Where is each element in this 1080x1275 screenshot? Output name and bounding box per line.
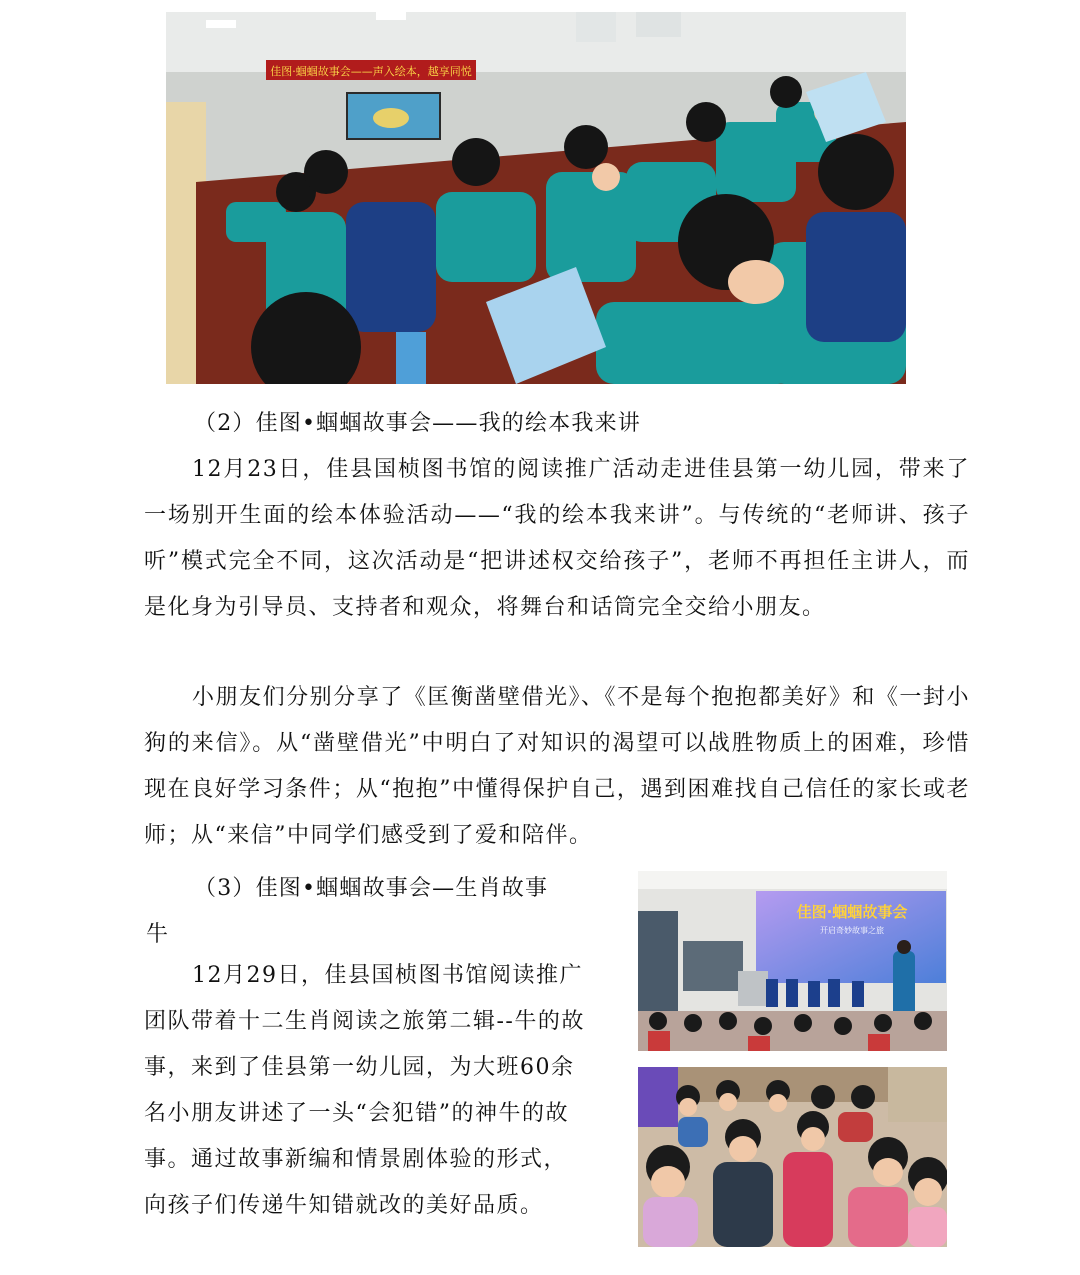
section-3-paragraph: 12月29日，佳县国桢图书馆阅读推广团队带着十二生肖阅读之旅第二辑--牛的故事，来到了佳县第一幼儿园，为大班60余名小朋友讲述了一头“会犯错”的神牛的故事。通过故事新编和情景剧体验的形式，向孩子们传递牛知错就改的美好品质。 — [144, 963, 585, 1218]
banner-text: 佳图·蝈蝈故事会——声入绘本，越享同悦 — [270, 65, 472, 78]
children-photo — [638, 1067, 947, 1247]
stage-screen-subtitle: 开启奇妙故事之旅 — [820, 926, 884, 935]
section-2-paragraph-1: 12月23日，佳县国桢图书馆的阅读推广活动走进佳县第一幼儿园，带来了一场别开生面的绘本体验活动——“我的绘本我来讲”。与传统的“老师讲、孩子听”模式完全不同，这次活动是“把讲述权交给孩子”，老师不再担任主讲人，而是化身为引导员、支持者和观众，将舞台和话筒完全交给小朋友。 — [144, 457, 970, 620]
section-3-heading-line2: 牛 — [146, 922, 170, 947]
section-3-heading-line1: （3）佳图•蝈蝈故事会—生肖故事 — [194, 876, 549, 901]
classroom-photo — [166, 12, 906, 384]
stage-photo — [638, 871, 947, 1051]
section-2-paragraph-2: 小朋友们分别分享了《匡衡凿壁借光》、《不是每个抱抱都美好》和《一封小狗的来信》。从“凿壁借光”中明白了对知识的渴望可以战胜物质上的困难，珍惜现在良好学习条件；从“抱抱”中懂得保护自己，遇到困难找自己信任的家长或老师；从“来信”中同学们感受到了爱和陪伴。 — [144, 685, 970, 848]
stage-screen-title: 佳图·蝈蝈故事会 — [796, 903, 908, 921]
section-2-heading: （2）佳图•蝈蝈故事会——我的绘本我来讲 — [194, 411, 641, 436]
